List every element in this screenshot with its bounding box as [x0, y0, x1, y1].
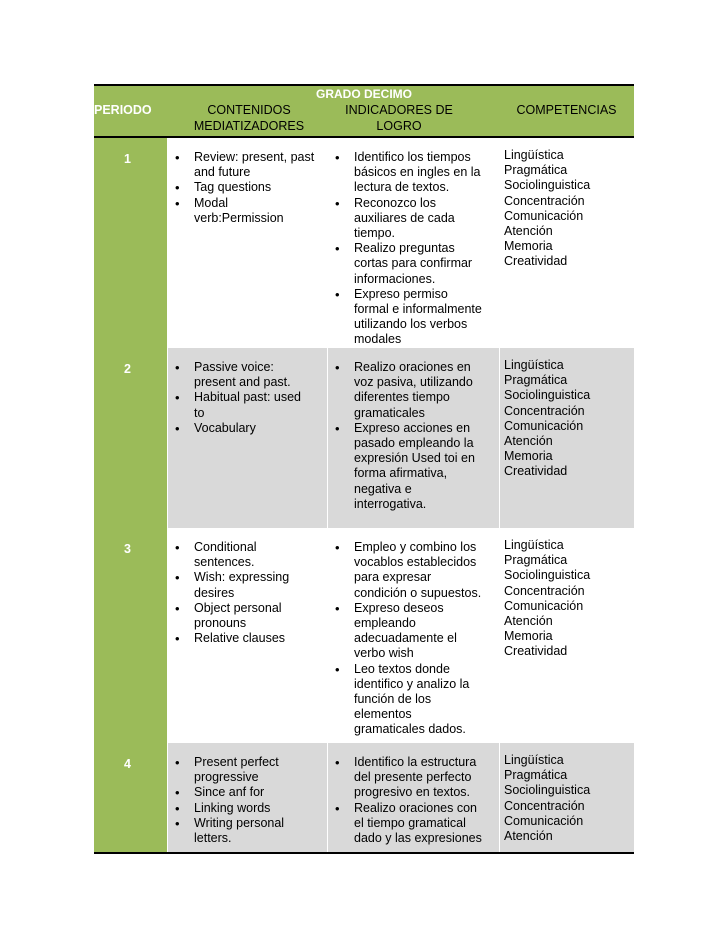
- indicador-text: Expreso deseos: [354, 600, 444, 615]
- indicador-text: lectura de textos.: [354, 180, 450, 195]
- indicador-text: Identifico la estructura: [354, 755, 477, 769]
- contenido-text: Habitual past: used: [194, 390, 302, 405]
- contenido-text: Vocabulary: [194, 420, 256, 435]
- contenido-text: Relative clauses: [194, 631, 286, 646]
- contenido-item: [171, 360, 331, 390]
- contenido-text: Present perfect: [194, 755, 279, 769]
- periodo-number: 1: [124, 152, 131, 166]
- periodo-cell: [94, 743, 167, 852]
- indicadores-cell: [331, 360, 494, 512]
- contenido-text: Writing personal: [194, 815, 285, 830]
- indicador-text: informaciones.: [354, 271, 436, 286]
- competencia-item: Pragmática: [504, 768, 568, 783]
- competencia-item: Lingüística: [504, 538, 564, 552]
- indicador-text: forma afirmativa,: [354, 466, 448, 481]
- periodo-cell: [94, 138, 167, 348]
- contenido-item: [171, 540, 331, 570]
- column-separator: [167, 348, 168, 528]
- contenido-text: Conditional: [194, 540, 257, 554]
- indicador-text: pasado empleando la: [354, 436, 474, 451]
- competencia-item: Pragmática: [504, 163, 568, 178]
- competencia-item: Atención: [504, 829, 553, 844]
- competencia-item: Atención: [504, 434, 553, 449]
- contenido-list: [171, 360, 331, 436]
- indicador-item: [331, 662, 494, 738]
- contenido-text: and future: [194, 165, 251, 180]
- indicador-text: Empleo y combino los: [354, 540, 477, 554]
- column-separator: [499, 528, 500, 743]
- contenido-text: sentences.: [194, 555, 255, 570]
- competencia-item: Concentración: [504, 193, 585, 208]
- indicador-list: [331, 360, 494, 512]
- periodo-cell: [94, 528, 167, 743]
- competencia-item: Creatividad: [504, 644, 568, 659]
- contenido-text: to: [194, 405, 205, 420]
- competencia-item: Pragmática: [504, 373, 568, 388]
- contenido-item: [171, 631, 331, 646]
- indicador-text: gramaticales dados.: [354, 722, 466, 737]
- competencias-cell: [504, 538, 634, 660]
- indicador-text: básicos en ingles en la: [354, 165, 481, 180]
- indicadores-cell: [331, 150, 494, 348]
- contenidos-cell: [171, 540, 331, 646]
- contenido-text: Modal: [194, 195, 229, 210]
- table-row: [94, 528, 634, 743]
- competencia-item: Memoria: [504, 629, 553, 644]
- column-separator: [167, 743, 168, 852]
- indicador-text: modales: [354, 332, 402, 347]
- indicador-text: tiempo.: [354, 226, 395, 241]
- indicador-item: [331, 150, 494, 196]
- contenidos-cell: [171, 360, 331, 436]
- indicador-text: Identifico los tiempos: [354, 150, 471, 164]
- contenido-item: [171, 390, 331, 420]
- indicador-text: utilizando los verbos: [354, 317, 468, 332]
- competencia-item: Concentración: [504, 403, 585, 418]
- competencias-cell: [504, 753, 634, 844]
- indicador-text: verbo wish: [354, 646, 414, 661]
- periodo-number: 4: [124, 757, 131, 771]
- indicador-text: adecuadamente el: [354, 631, 457, 646]
- contenido-text: Review: present, past: [194, 150, 315, 164]
- indicadores-cell: [331, 540, 494, 738]
- contenidos-cell: [171, 150, 331, 226]
- contenido-item: [171, 180, 331, 195]
- indicador-item: [331, 421, 494, 512]
- column-separator: [167, 138, 168, 348]
- contenido-item: [171, 755, 331, 785]
- indicador-text: empleando: [354, 616, 416, 631]
- contenido-item: [171, 801, 331, 816]
- indicador-text: formal e informalmente: [354, 302, 482, 317]
- periodo-cell: [94, 348, 167, 528]
- indicador-list: [331, 150, 494, 348]
- contenidos-cell: [171, 755, 331, 846]
- indicador-text: identifico y analizo la: [354, 676, 470, 691]
- indicador-text: para expresar: [354, 570, 432, 585]
- competencia-item: Pragmática: [504, 553, 568, 568]
- competencia-item: Comunicación: [504, 598, 584, 613]
- contenido-item: [171, 150, 331, 180]
- indicador-text: gramaticales: [354, 405, 425, 420]
- indicador-text: del presente perfecto: [354, 770, 472, 785]
- contenido-text: Passive voice:: [194, 360, 274, 374]
- indicadores-cell: [331, 755, 494, 846]
- contenido-text: present and past.: [194, 375, 291, 390]
- indicador-item: [331, 755, 494, 801]
- indicador-item: [331, 540, 494, 601]
- competencia-item: Lingüística: [504, 358, 564, 372]
- indicador-text: dado y las expresiones: [354, 831, 482, 846]
- competencia-item: Creatividad: [504, 464, 568, 479]
- periodo-number: 3: [124, 542, 131, 556]
- indicador-text: Reconozco los: [354, 195, 436, 210]
- indicador-list: [331, 755, 494, 846]
- indicador-text: diferentes tiempo: [354, 390, 450, 405]
- header-indicadores-line2: LOGRO: [376, 119, 422, 133]
- table-bottom-rule: [94, 852, 634, 854]
- contenido-item: [171, 570, 331, 600]
- indicador-text: Realizo oraciones con: [354, 800, 477, 815]
- competencias-cell: [504, 148, 634, 270]
- competencias-cell: [504, 358, 634, 480]
- competencia-item: Atención: [504, 614, 553, 629]
- header-contenidos-line2: MEDIATIZADORES: [193, 119, 305, 133]
- indicador-text: función de los: [354, 692, 432, 707]
- indicador-text: condición o supuestos.: [354, 585, 482, 600]
- table-row: [94, 138, 634, 348]
- contenido-item: [171, 421, 331, 436]
- indicador-item: [331, 801, 494, 847]
- contenido-text: progressive: [194, 770, 259, 785]
- contenido-text: pronouns: [194, 616, 247, 631]
- indicador-text: el tiempo gramatical: [354, 815, 466, 830]
- indicador-text: Expreso acciones en: [354, 420, 471, 435]
- table-row: [94, 743, 634, 852]
- contenido-item: [171, 196, 331, 226]
- competencia-item: Comunicación: [504, 208, 584, 223]
- contenido-text: Since anf for: [194, 785, 265, 800]
- contenido-text: letters.: [194, 831, 232, 846]
- contenido-text: Linking words: [194, 800, 271, 815]
- indicador-text: Expreso permiso: [354, 286, 448, 301]
- indicador-item: [331, 196, 494, 242]
- contenido-item: [171, 816, 331, 846]
- header-contenidos: [169, 102, 329, 134]
- competencia-item: Sociolinguistica: [504, 388, 591, 403]
- competencia-item: Creatividad: [504, 254, 568, 269]
- column-separator: [499, 138, 500, 348]
- contenido-text: verb:Permission: [194, 210, 284, 225]
- contenido-item: [171, 785, 331, 800]
- contenido-text: Tag questions: [194, 180, 272, 195]
- contenido-list: [171, 540, 331, 646]
- header-periodo: PERIODO: [94, 103, 152, 117]
- indicador-text: Realizo oraciones en: [354, 360, 471, 374]
- contenido-text: Object personal: [194, 600, 282, 615]
- indicador-item: [331, 241, 494, 287]
- competencia-item: Sociolinguistica: [504, 178, 591, 193]
- indicador-text: cortas para confirmar: [354, 256, 473, 271]
- competencia-item: Lingüística: [504, 753, 564, 767]
- table-header-row: [94, 102, 634, 136]
- table-row: [94, 348, 634, 528]
- contenido-text: desires: [194, 585, 235, 600]
- header-indicadores-line1: INDICADORES DE: [345, 103, 453, 117]
- competencia-item: Comunicación: [504, 418, 584, 433]
- contenido-item: [171, 601, 331, 631]
- indicador-item: [331, 287, 494, 348]
- competencia-item: Memoria: [504, 239, 553, 254]
- column-separator: [499, 348, 500, 528]
- indicador-text: expresión Used toi en: [354, 451, 475, 466]
- competencia-item: Concentración: [504, 583, 585, 598]
- competencia-item: Comunicación: [504, 813, 584, 828]
- indicador-text: Leo textos donde: [354, 661, 450, 676]
- column-separator: [499, 743, 500, 852]
- competencia-item: Concentración: [504, 798, 585, 813]
- competencia-item: Memoria: [504, 449, 553, 464]
- header-contenidos-line1: CONTENIDOS: [207, 103, 291, 117]
- header-competencias: COMPETENCIAS: [516, 103, 617, 117]
- indicador-text: negativa e: [354, 481, 412, 496]
- indicador-text: auxiliares de cada: [354, 210, 455, 225]
- indicador-text: Realizo preguntas: [354, 241, 455, 256]
- contenido-text: Wish: expressing: [194, 570, 290, 585]
- indicador-text: elementos: [354, 707, 412, 722]
- indicador-item: [331, 601, 494, 662]
- header-indicadores: [334, 102, 464, 134]
- table-title: GRADO DECIMO: [94, 86, 634, 102]
- indicador-item: [331, 360, 494, 421]
- competencia-item: Lingüística: [504, 148, 564, 162]
- indicador-text: vocablos establecidos: [354, 555, 477, 570]
- indicador-text: progresivo en textos.: [354, 785, 471, 800]
- competencia-item: Atención: [504, 224, 553, 239]
- indicador-text: voz pasiva, utilizando: [354, 375, 473, 390]
- indicador-text: interrogativa.: [354, 496, 427, 511]
- indicador-list: [331, 540, 494, 738]
- periodo-number: 2: [124, 362, 131, 376]
- competencia-item: Sociolinguistica: [504, 568, 591, 583]
- competencia-item: Sociolinguistica: [504, 783, 591, 798]
- contenido-list: [171, 755, 331, 846]
- contenido-list: [171, 150, 331, 226]
- column-separator: [167, 528, 168, 743]
